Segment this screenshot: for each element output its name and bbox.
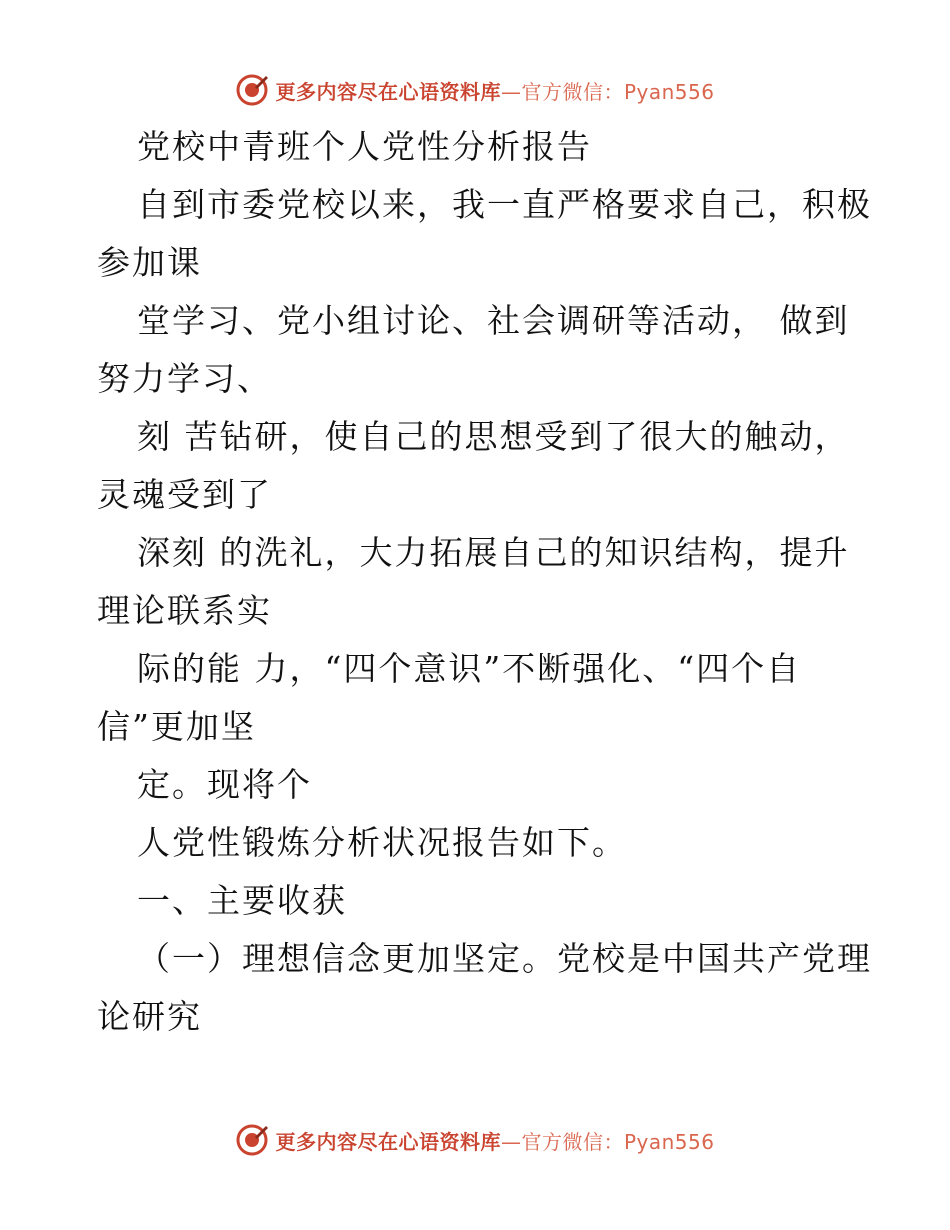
- watermark-text: [275, 76, 714, 105]
- brand-logo-icon: [235, 73, 269, 107]
- watermark-sub-text: 官方微信：Pyan556: [521, 1129, 715, 1154]
- document-line: 自到市委党校以来，我一直严格要求自己，积极: [137, 185, 872, 224]
- watermark-main-text: 更多内容尽在心语资料库: [275, 79, 501, 104]
- watermark-separator: —: [500, 1129, 522, 1154]
- document-line: 论研究: [97, 997, 202, 1036]
- document-line: 理论联系实: [97, 591, 272, 630]
- document-line: 刻 苦钻研，使自己的思想受到了很大的触动，: [137, 417, 850, 456]
- header-watermark: [0, 70, 950, 110]
- document-line: 一、主要收获: [137, 881, 347, 920]
- brand-logo-icon: [235, 1123, 269, 1157]
- watermark-sub-text: 官方微信：Pyan556: [521, 79, 715, 104]
- document-line: 深刻 的洗礼，大力拓展自己的知识结构，提升: [137, 533, 850, 572]
- document-line: 人党性锻炼分析状况报告如下。: [137, 823, 627, 862]
- document-line: 努力学习、: [97, 359, 272, 398]
- document-body: [97, 118, 872, 1046]
- document-line: 堂学习、党小组讨论、社会调研等活动， 做到: [137, 301, 850, 340]
- document-line: 信”更加坚: [97, 707, 256, 746]
- document-line: 参加课: [97, 243, 202, 282]
- document-line: （一）理想信念更加坚定。党校是中国共产党理: [137, 939, 872, 978]
- footer-watermark: [0, 1120, 950, 1160]
- document-line: 灵魂受到了: [97, 475, 272, 514]
- watermark-main-text: 更多内容尽在心语资料库: [275, 1129, 501, 1154]
- document-line: 定。现将个: [137, 765, 312, 804]
- watermark-text: [275, 1126, 714, 1155]
- watermark-separator: —: [500, 79, 522, 104]
- document-line: 党校中青班个人党性分析报告: [137, 127, 592, 166]
- document-line: 际的能 力，“四个意识”不断强化、“四个自: [137, 649, 802, 688]
